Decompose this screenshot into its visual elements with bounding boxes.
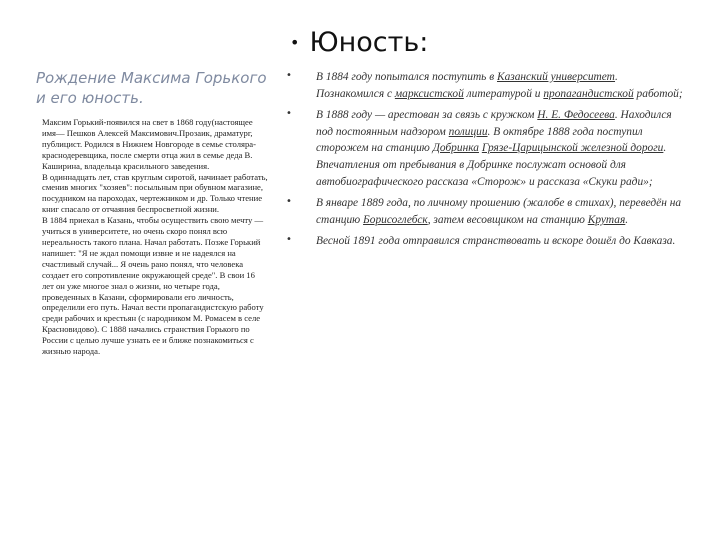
title-bullet: •	[290, 33, 300, 52]
link-krutaya[interactable]: Крутая	[587, 213, 626, 226]
list-item	[286, 107, 686, 190]
link-borisoglebsk[interactable]: Борисоглебск	[363, 213, 428, 226]
bullet-list	[286, 69, 686, 255]
link-dobrinka[interactable]: Добринка	[432, 142, 479, 155]
link-propaganda[interactable]: пропагандистской	[543, 87, 634, 100]
bullet-dot: •	[286, 234, 292, 246]
slide-heading: Рождение Максима Горького и его юность.	[36, 69, 267, 107]
biography-text: Максим Горький-появился на свет в 1868 году(настоящее имя— Пешков Алексей Максимович.Прозаик, драматург, публицист. Родился в Нижнем Новгороде в семье столяра-краснодеревщика, после смерти отца жил в семье деда В. Каширина, владельца красильного заведения. В одиннадцать лет, став круглым сиротой, начинает работать, сменив многих "хозяев": посыльным при обувном магазине, посудником на пароходах, чертежником и др. Только чтение книг спасало от отчаяния беспросветной жизни. В 1884 приехал в Казань, чтобы осуществить свою мечту — учиться в университете, но очень скоро понял всю нереальность такого плана. Начал работать. Позже Горький напишет: "Я не ждал помощи извне и не надеялся на счастливый случай... Я очень рано понял, что человека создает его сопротивление окружающей среде". В свои 16 лет он уже многое знал о жизни, но четыре года, проведенных в Казани, сформировали его личность, определили его путь. Начал вести пропагандистскую работу среди рабочих и крестьян (с народником М. Ромасем в селе Красновидово). С 1888 начались странствия Горького по России с целью лучше узнать ее и ближе познакомиться с жизнью народа.	[42, 117, 268, 357]
title-text: Юность:	[309, 27, 429, 58]
link-railway[interactable]: Грязе-Царицынской железной дороги	[481, 142, 664, 155]
list-item	[286, 233, 686, 250]
link-fedoseev[interactable]: Н. Е. Федосеева	[537, 109, 615, 122]
list-item	[286, 69, 686, 102]
slide-title	[290, 27, 428, 58]
list-item-text: В 1884 году попытался поступить в Казанский университет. Познакомился с марксистской литературой и пропагандистской работой;	[316, 71, 683, 100]
bullet-dot: •	[286, 70, 292, 81]
list-item-text: Весной 1891 года отправился странствовать и вскоре дошёл до Кавказа.	[316, 235, 676, 248]
bullet-dot: •	[286, 108, 292, 120]
bullet-dot: •	[286, 196, 292, 208]
link-marxist[interactable]: марксистской	[394, 87, 464, 100]
list-item-text: В январе 1889 года, по личному прошению (жалобе в стихах), переведён на станцию Борисоглебск, затем весовщиком на станцию Крутая.	[316, 197, 682, 226]
list-item-text: В 1888 году — арестован за связь с кружком Н. Е. Федосеева. Находился под постоянным надзором полиции. В октябре 1888 года поступил сторожем на станцию Добринка Грязе-Царицынской железной дороги. Впечатления от пребывания в Добринке послужат основой для автобиографического рассказа «Сторож» и рассказа «Скуки ради»;	[316, 109, 672, 188]
link-police[interactable]: полиции	[448, 125, 488, 138]
list-item	[286, 195, 686, 228]
link-kazan-university[interactable]: Казанский университет	[497, 71, 616, 83]
